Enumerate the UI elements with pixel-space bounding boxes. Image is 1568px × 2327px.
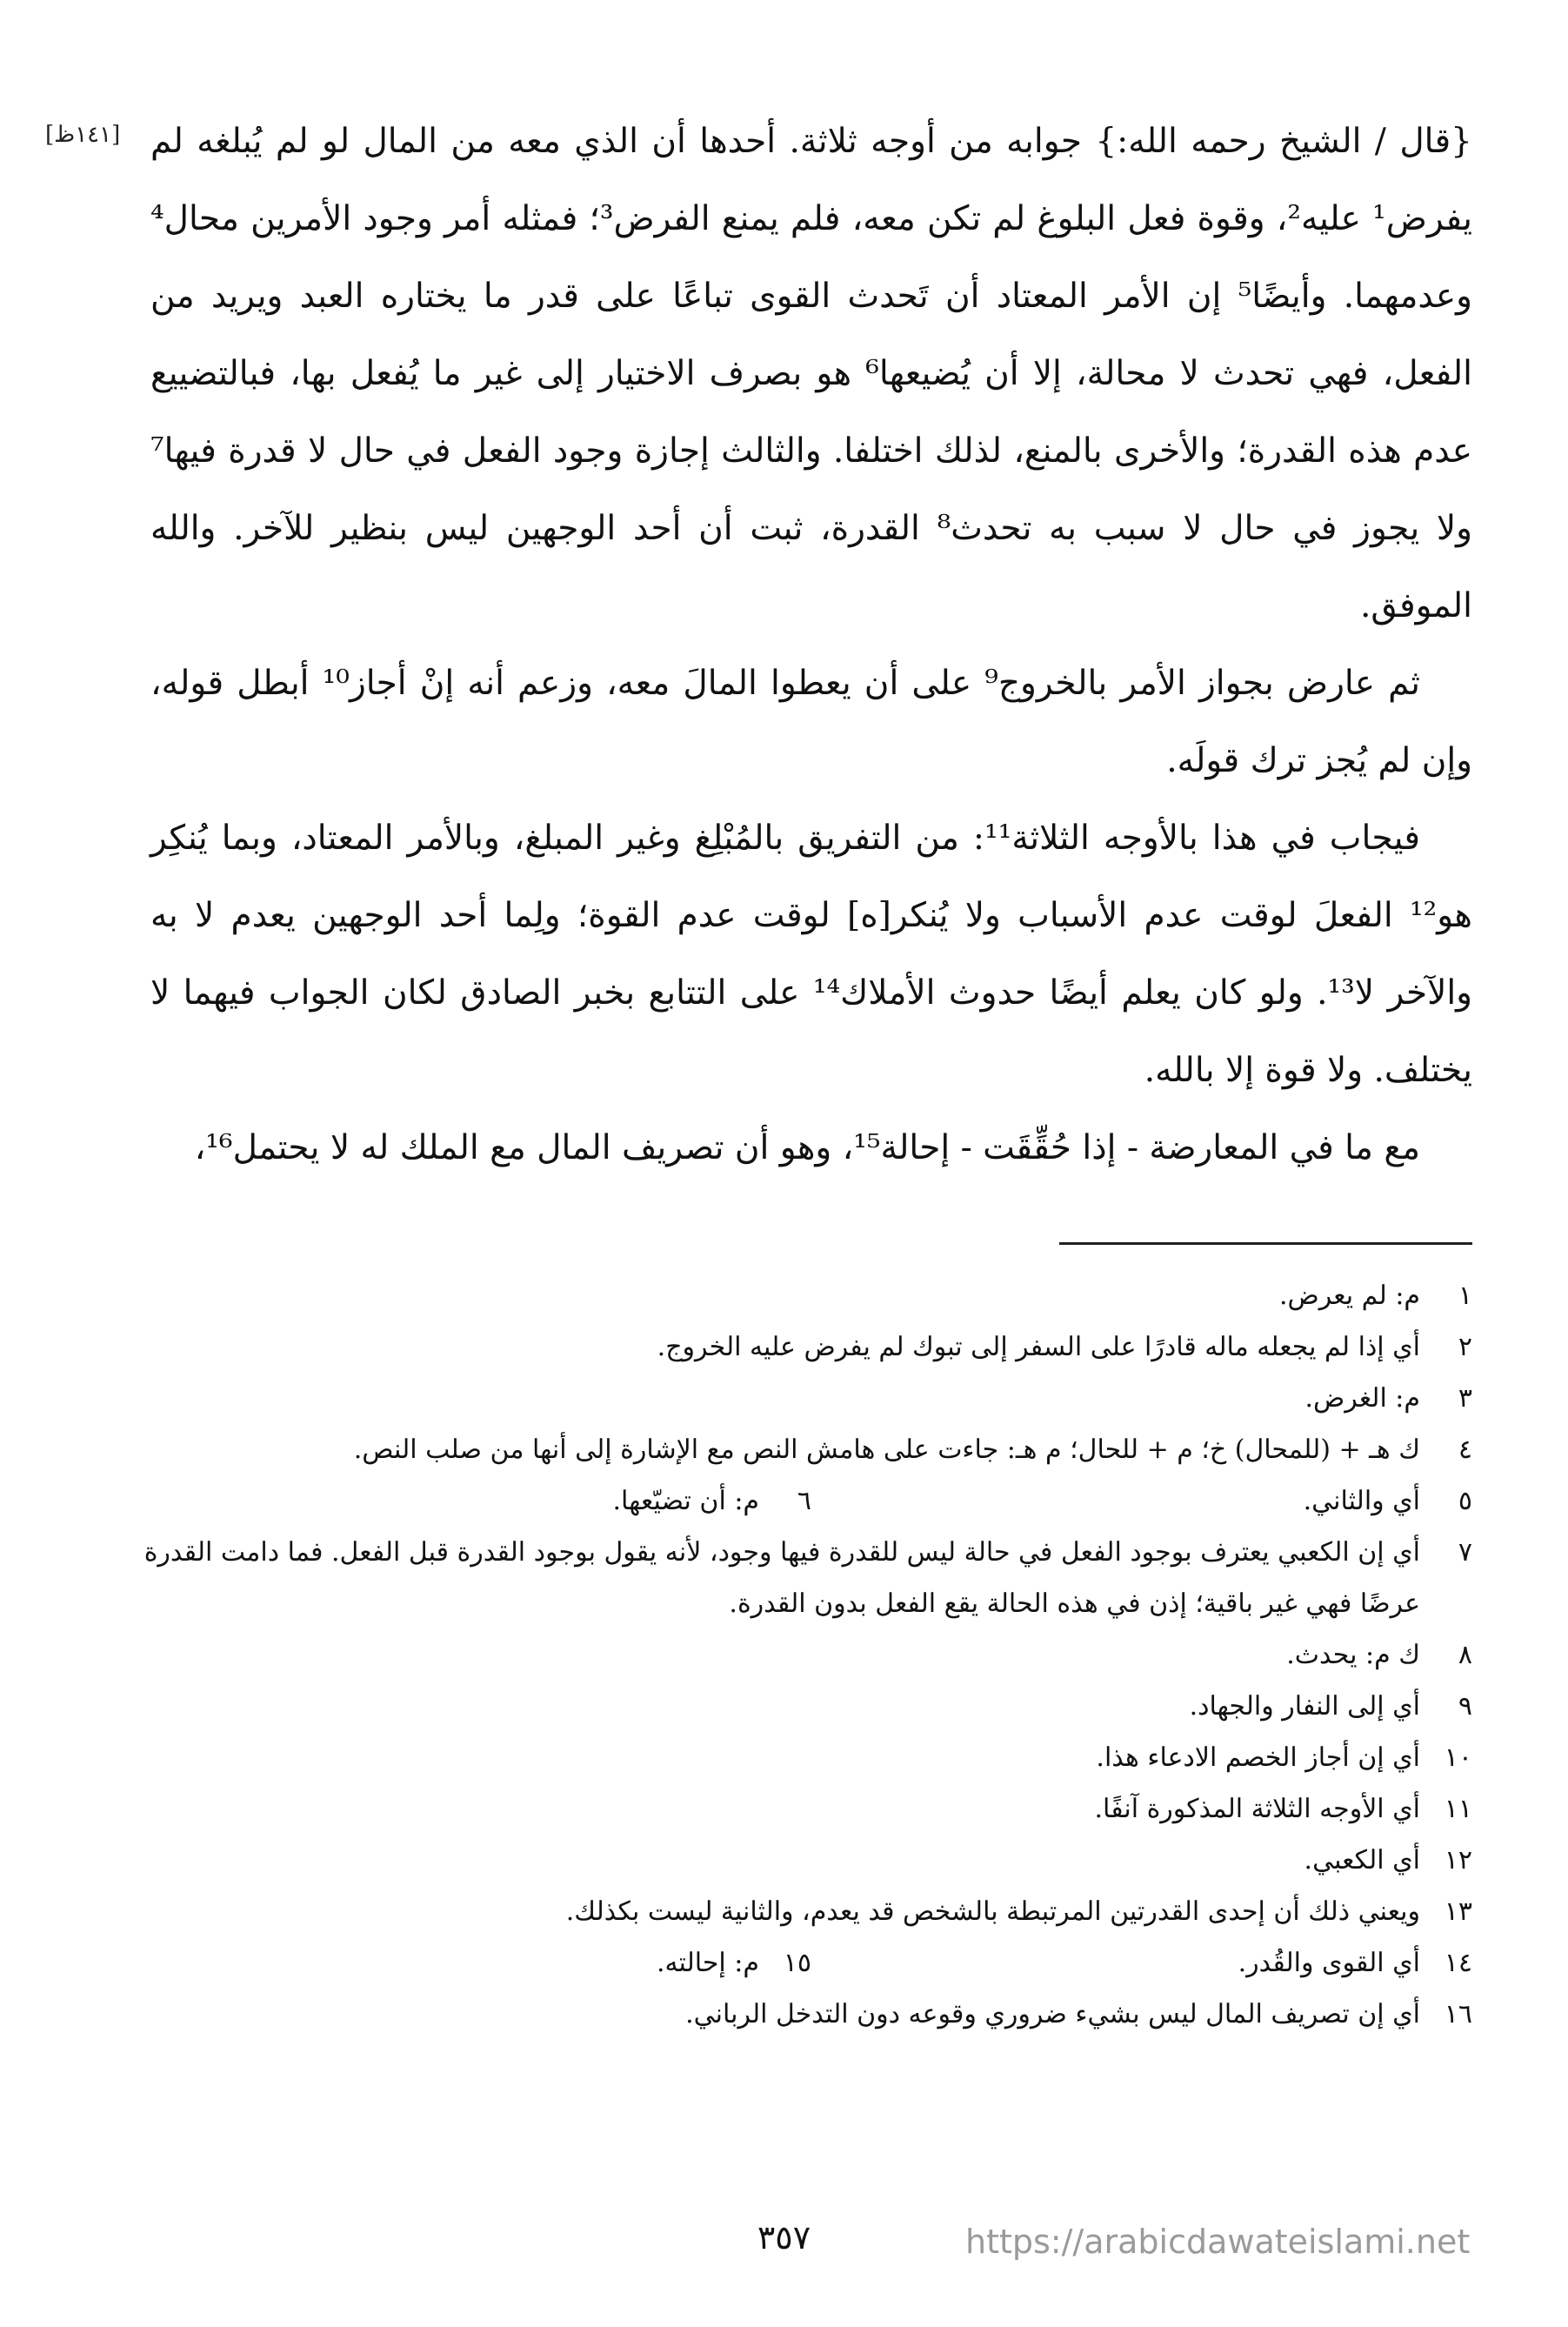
footnote-13 [142, 1886, 1472, 1937]
footnote-separator [1059, 1242, 1472, 1245]
footnote-text: أي إن الكعبي يعترف بوجود الفعل في حالة ليس للقدرة فيها وجود، لأنه يقول بوجود القدرة قبل الفعل. فما دامت القدرة عرضًا فهي غير باقية؛ إذن في هذه الحالة يقع الفعل بدون القدرة. [143, 1537, 1420, 1619]
main-text [150, 103, 1472, 1187]
footnote-number: ١٤ [1444, 1948, 1472, 1978]
footnote-row-5-6 [142, 1475, 1472, 1527]
footnote-text: ويعني ذلك أن إحدى القدرتين المرتبطة بالشخص قد يعدم، والثانية ليست بكذلك. [565, 1896, 1420, 1927]
footnote-text: أي الكعبي. [1304, 1845, 1420, 1876]
footnote-text: م: لم يعرض. [1278, 1281, 1420, 1311]
footnote-number: ٩ [1458, 1691, 1472, 1722]
footnote-15 [150, 1937, 811, 1989]
footnote-number: ٦ [797, 1486, 811, 1516]
paragraph-2: ثم عارض بجواز الأمر بالخروج⁹ على أن يعطوا المالَ معه، وزعم أنه إنْ أجاز¹⁰ أبطل قوله، وإن لم يُجز ترك قولَه. [150, 664, 1472, 780]
footnote-text: م: الغرض. [1304, 1383, 1420, 1414]
footnote-text: ك م: يحدث. [1286, 1640, 1420, 1670]
footnote-number: ٣ [1458, 1383, 1472, 1414]
footnote-number: ٢ [1458, 1332, 1472, 1362]
footnote-4 [142, 1424, 1472, 1475]
footnote-7 [142, 1527, 1472, 1629]
footnote-text: أي إذا لم يجعله ماله قادرًا على السفر إلى تبوك لم يفرض عليه الخروج. [657, 1332, 1420, 1362]
footnote-number: ٥ [1458, 1486, 1472, 1516]
footnote-text: أي القوى والقُدر. [1238, 1948, 1420, 1978]
footnote-6 [150, 1475, 811, 1527]
footnote-text: ك هـ + (للمحال) خ؛ م + للحال؛ م هـ: جاءت على هامش النص مع الإشارة إلى أنها من صلب النص. [353, 1434, 1420, 1465]
footnote-2 [142, 1321, 1472, 1373]
footnote-text: أي والثاني. [1303, 1486, 1420, 1516]
footnote-number: ١٣ [1444, 1896, 1472, 1927]
footnote-number: ١١ [1444, 1794, 1472, 1824]
footnote-number: ١٥ [783, 1948, 811, 1978]
paragraph-4: مع ما في المعارضة - إذا حُقِّقَت - إحالة¹⁵، وهو أن تصريف المال مع الملك له لا يحتمل¹⁶، [194, 1128, 1420, 1167]
footnote-5 [811, 1475, 1472, 1527]
footnotes [142, 1270, 1472, 2040]
page-number: ٣٥٧ [757, 2218, 811, 2257]
footnote-number: ١٦ [1444, 1999, 1472, 2029]
margin-folio-reference: [١٤١ظ] [45, 122, 121, 148]
footnote-12 [142, 1835, 1472, 1886]
footnote-number: ١٢ [1444, 1845, 1472, 1876]
footnote-10 [142, 1732, 1472, 1783]
footnote-8 [142, 1629, 1472, 1681]
footnote-11 [142, 1783, 1472, 1835]
footnote-text: أي إن تصريف المال ليس بشيء ضروري وقوعه دون التدخل الرباني. [685, 1999, 1420, 2029]
footnote-text: م: إحالته. [656, 1948, 759, 1978]
footnote-16 [142, 1989, 1472, 2040]
paragraph-3: فيجاب في هذا بالأوجه الثلاثة¹¹: من التفريق بالمُبْلِغ وغير المبلغ، وبالأمر المعتاد، وبما يُنكِر هو¹² الفعلَ لوقت عدم الأسباب ولا يُنكر[ه] لوقت عدم القوة؛ ولِما أحد الوجهين يعدم لا به والآخر لا¹³. ولو كان يعلم أيضًا حدوث الأملاك¹⁴ على التتابع بخبر الصادق لكان الجواب فيهما لا يختلف. ولا قوة إلا بالله. [150, 819, 1472, 1090]
footnote-9 [142, 1681, 1472, 1732]
footnote-number: ١ [1458, 1281, 1472, 1311]
footnote-text: م: أن تضيّعها. [612, 1486, 759, 1516]
footnote-row-14-15 [142, 1937, 1472, 1989]
footnote-14 [811, 1937, 1472, 1989]
paragraph-1: {قال / الشيخ رحمه الله:} جوابه من أوجه ثلاثة. أحدها أن الذي معه من المال لو لم يُبلغه لم يفرض¹ عليه²، وقوة فعل البلوغ لم تكن معه، فلم يمنع الفرض³؛ فمثله أمر وجود الأمرين محال⁴ وعدمهما. وأيضًا⁵ إن الأمر المعتاد أن تَحدث القوى تباعًا على قدر ما يختاره العبد ويريد من الفعل، فهي تحدث لا محالة، إلا أن يُضيعها⁶ هو بصرف الاختيار إلى غير ما يُفعل بها، فبالتضييع عدم هذه القدرة؛ والأخرى بالمنع، لذلك اختلفا. والثالث إجازة وجود الفعل في حال لا قدرة فيها⁷ ولا يجوز في حال لا سبب به تحدث⁸ القدرة، ثبت أن أحد الوجهين ليس بنظير للآخر. والله الموفق. [150, 122, 1472, 625]
footnote-text: أي إلى النفار والجهاد. [1189, 1691, 1420, 1722]
footnote-1 [142, 1270, 1472, 1321]
footnote-text: أي إن أجاز الخصم الادعاء هذا. [1096, 1742, 1420, 1773]
footnote-number: ٤ [1458, 1434, 1472, 1465]
footnote-number: ٨ [1458, 1640, 1472, 1670]
footnote-text: أي الأوجه الثلاثة المذكورة آنفًا. [1094, 1794, 1420, 1824]
footnote-3 [142, 1373, 1472, 1424]
footnote-number: ٧ [1458, 1537, 1472, 1568]
watermark-url: https://arabicdawateislami.net [965, 2223, 1471, 2261]
footnote-number: ١٠ [1444, 1742, 1472, 1773]
